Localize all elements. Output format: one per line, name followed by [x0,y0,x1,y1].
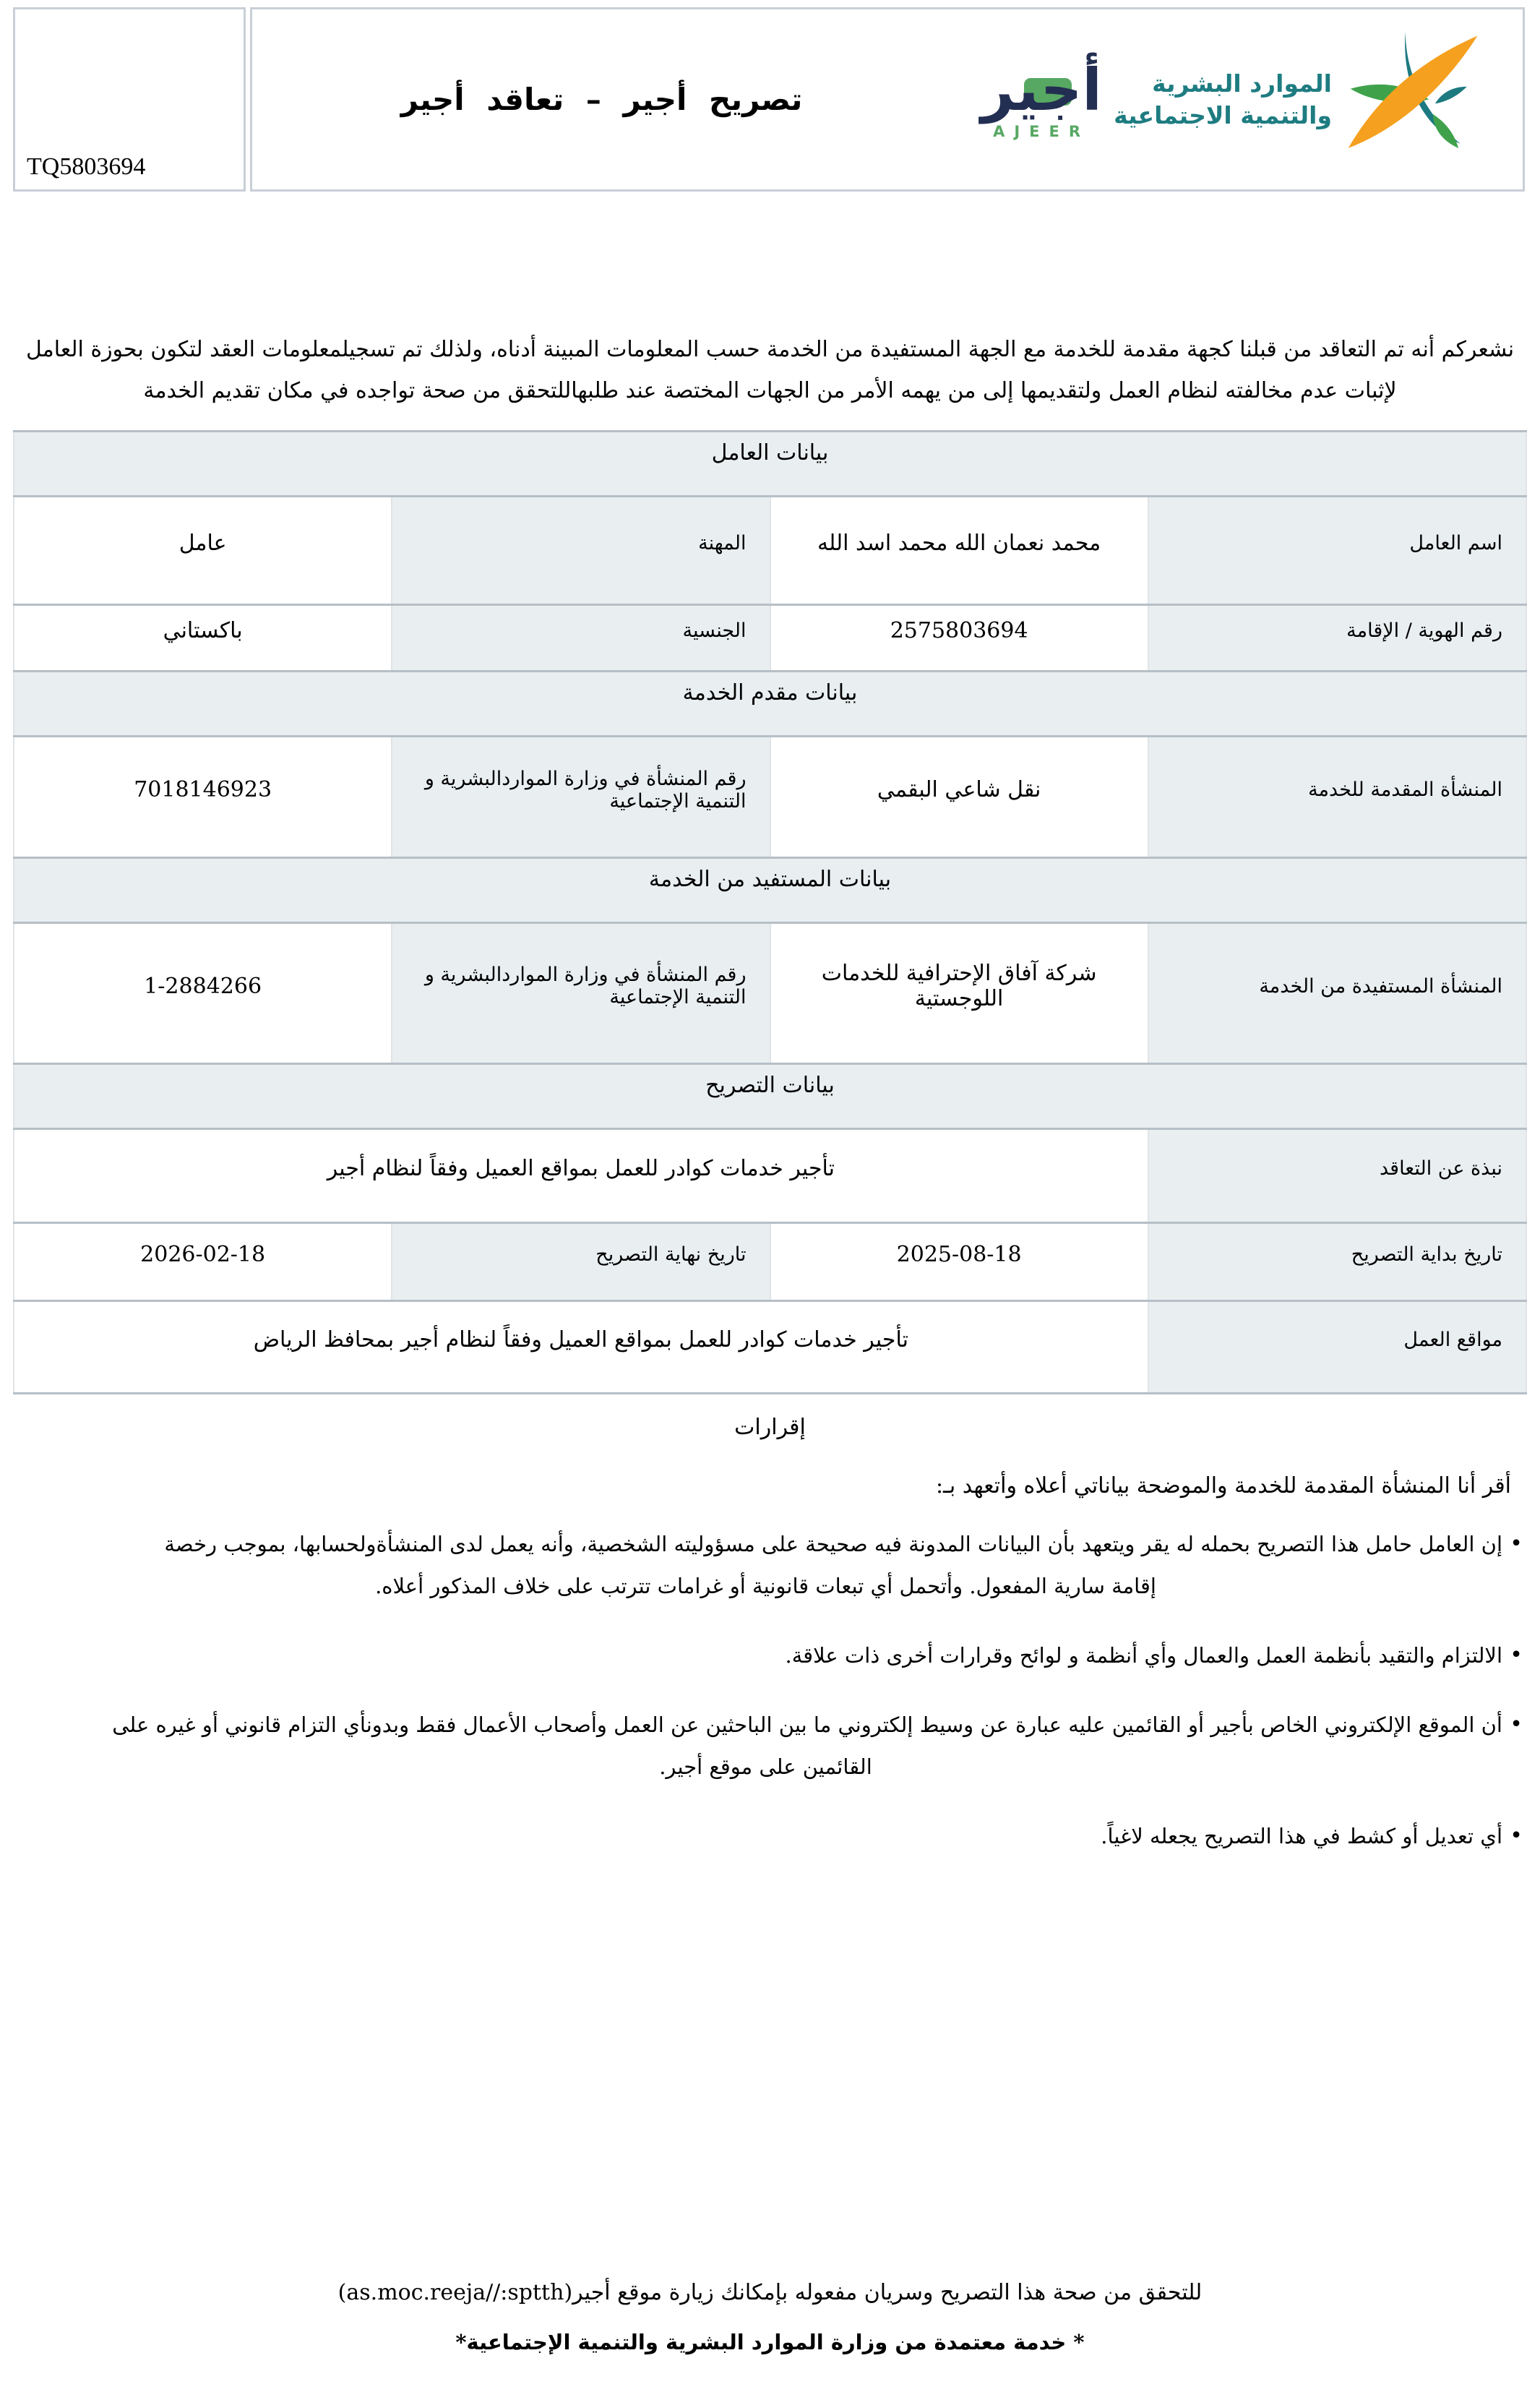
intro-paragraph: نشعركم أنه تم التعاقد من قبلنا كجهة مقدمة للخدمة مع الجهة المستفيدة من الخدمة حسب المعلومات المبينة أدناه، ولذلك تم تسجيلمعلومات العقد لتكون بحوزة العامل لإثبات عدم مخالفته لنظام العمل ولتقديمها إلى من يهمه الأمر من الجهات المختصة عند طلبهاللتحقق من صحة تواجده في مكان تقديم الخدمة [25,337,1515,403]
ajeer-arabic-wordmark: أجير [981,56,1102,124]
table-row [14,497,1526,605]
section-header-worker [14,432,1526,497]
table-row [14,737,1526,858]
beneficiary-establishment-value: شركة آفاق الإحترافية للخدمات اللوجستية [770,923,1148,1064]
title-logos-box [250,7,1525,192]
permit-number: TQ5803694 [27,153,146,180]
declaration-text: • أي تعديل أو كشط في هذا التصريح يجعله لاغياً. [1101,1824,1502,1848]
permit-number-box [13,7,246,192]
beneficiary-establishment-label: المنشأة المستفيدة من الخدمة [1148,923,1526,1064]
ministry-wordmark [1114,68,1332,132]
table-row [14,1223,1526,1301]
provider-establishment-label: المنشأة المقدمة للخدمة [1148,737,1526,858]
table-row [14,923,1526,1064]
beneficiary-mol-number-label: رقم المنشأة في وزارة المواردالبشرية و التنمية الإجتماعية [392,923,770,1064]
table-row [14,1301,1526,1394]
contract-summary-label: نبذة عن التعاقد [1148,1129,1526,1223]
provider-mol-number-value: 7018146923 [14,737,392,858]
nationality-label: الجنسية [392,605,770,672]
ministry-logo [1114,25,1490,173]
permit-end-date-label: تاريخ نهاية التصريح [392,1223,770,1301]
declarations-intro: أقر أنا المنشأة المقدمة للخدمة والموضحة بياناتي أعلاه وأتعهد بـ: [935,1473,1511,1499]
section-header-beneficiary [14,858,1526,923]
declaration-text: • أن الموقع الإلكتروني الخاص بأجير أو القائمين عليه عبارة عن وسيط إلكتروني ما بين الباحثين عن العمل وأصحاب الأعمال فقط وبدونأي التزام قانوني أو غيره على [112,1712,1502,1737]
section-title-worker: بيانات العامل [14,432,1526,497]
list-item [29,1815,1502,1857]
section-header-provider [14,672,1526,737]
verification-note: للتحقق من صحة هذا التصريح وسريان مفعوله بإمكانك زيارة موقع أجير(as.moc.reeja//:sptth) [337,2280,1203,2305]
permit-start-date-label: تاريخ بداية التصريح [1148,1223,1526,1301]
ajeer-logo [969,56,1114,140]
list-item [29,1704,1502,1788]
id-number-value: 2575803694 [770,605,1148,672]
declaration-text: • الالتزام والتقيد بأنظمة العمل والعمال وأي أنظمة و لوائح وقرارات أخرى ذات علاقة. [785,1643,1502,1668]
document-footer [0,2280,1540,2354]
declarations-heading: إقرارات [734,1415,806,1440]
work-locations-value: تأجير خدمات كوادر للعمل بمواقع العميل وفقاً لنظام أجير بمحافظ الرياض [14,1301,1148,1394]
list-item [29,1523,1502,1607]
declaration-text: • إن العامل حامل هذا التصريح بحمله له يقر ويتعهد بأن البيانات المدونة فيه صحيحة على مسؤوليته الشخصية، وأنه يعمل لدى المنشأةولحسابها، بموجب رخصة [164,1532,1502,1556]
contract-summary-value: تأجير خدمات كوادر للعمل بمواقع العميل وفقاً لنظام أجير [14,1129,1148,1223]
declaration-text: إقامة سارية المفعول. وأتحمل أي تبعات قانونية أو غرامات تترتب على خلاف المذكور أعلاه. [375,1574,1156,1598]
profession-label: المهنة [392,497,770,605]
provider-mol-number-label: رقم المنشأة في وزارة المواردالبشرية و التنمية الإجتماعية [392,737,770,858]
ministry-wordmark-line1: الموارد البشرية [1152,69,1332,98]
permit-data-table [13,430,1527,1394]
declaration-text: القائمين على موقع أجير. [659,1754,872,1779]
table-row [14,605,1526,672]
work-locations-label: مواقع العمل [1148,1301,1526,1394]
permit-start-date-value: 2025-08-18 [770,1223,1148,1301]
page-title: تصريح أجير – تعاقد أجير [400,82,803,117]
worker-name-value: محمد نعمان الله محمد اسد الله [770,497,1148,605]
declarations-list [0,1523,1540,1857]
section-header-permit [14,1064,1526,1129]
section-title-provider: بيانات مقدم الخدمة [14,672,1526,737]
beneficiary-mol-number-value: 1-2884266 [14,923,392,1064]
table-row [14,1129,1526,1223]
nationality-value: باكستاني [14,605,392,672]
id-number-label: رقم الهوية / الإقامة [1148,605,1526,672]
list-item [29,1634,1502,1676]
section-title-beneficiary: بيانات المستفيد من الخدمة [14,858,1526,923]
ministry-wordmark-line2: والتنمية الاجتماعية [1114,100,1332,129]
provider-establishment-value: نقل شاعي البقمي [770,737,1148,858]
section-title-permit: بيانات التصريح [14,1064,1526,1129]
permit-end-date-value: 2026-02-18 [14,1223,392,1301]
ajeer-latin-wordmark: AJEER [993,122,1091,140]
profession-value: عامل [14,497,392,605]
worker-name-label: اسم العامل [1148,497,1526,605]
document-header [13,7,1525,192]
accreditation-note: * خدمة معتمدة من وزارة الموارد البشرية والتنمية الإجتماعية* [455,2330,1085,2354]
ministry-palm-emblem-icon [1342,25,1490,173]
